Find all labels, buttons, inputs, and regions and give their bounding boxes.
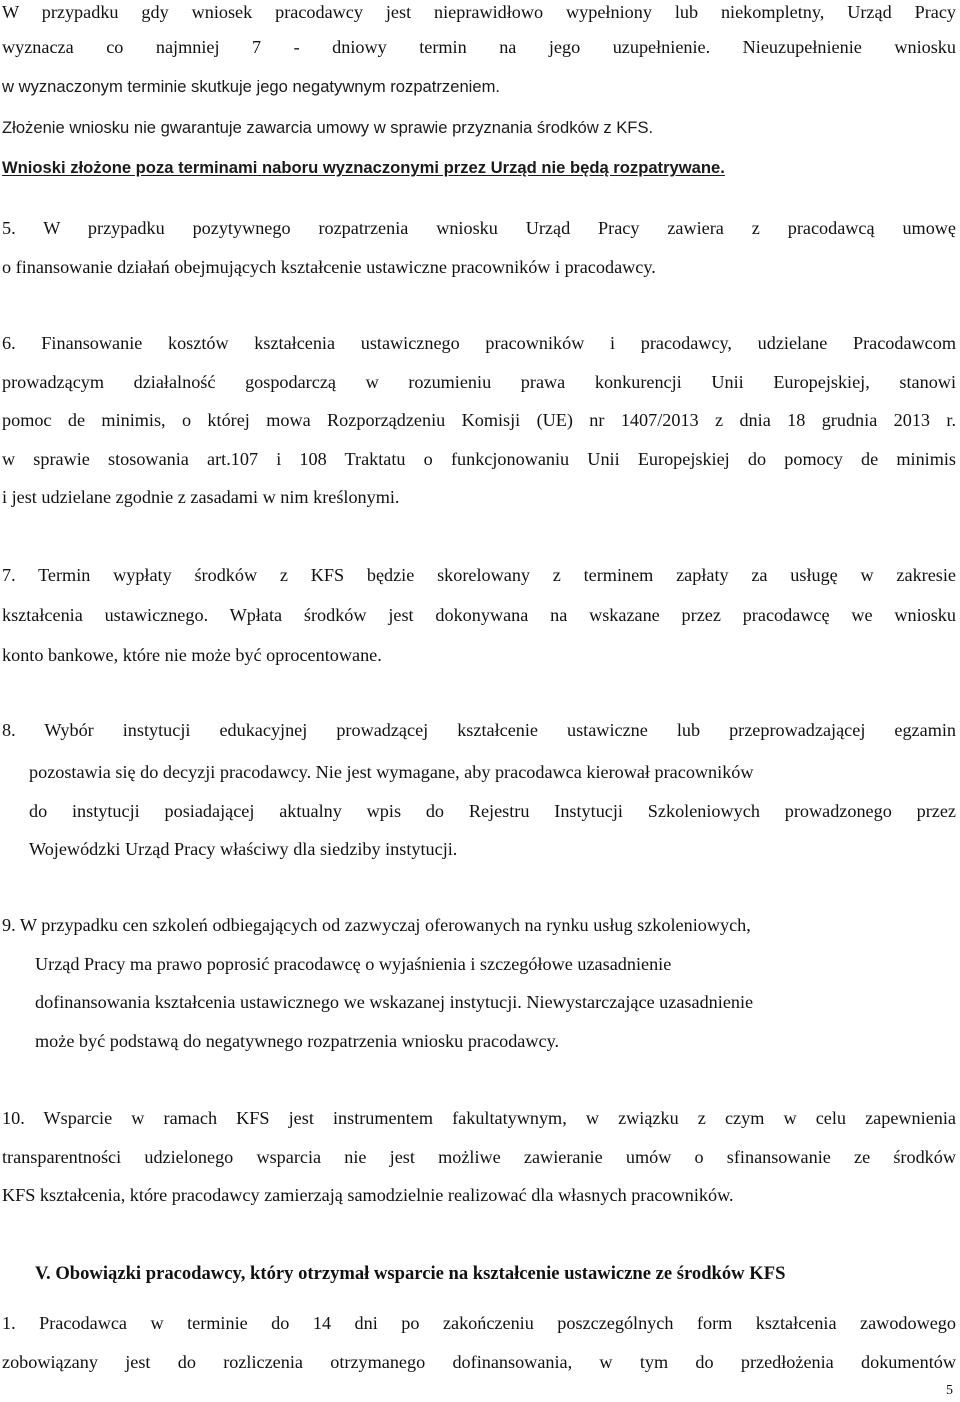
point-5-line: o finansowanie działań obejmujących kształcenie ustawiczne pracowników i pracodawcy. [2,257,656,277]
point-9-line: Urząd Pracy ma prawo poprosić pracodawcę o wyjaśnienia i szczegółowe uzasadnienie [35,954,672,974]
point-7-line: kształcenia ustawicznego. Wpłata środków jest dokonywana na wskazane przez pracodawcę we wniosku [2,605,956,625]
paragraph-line: W przypadku gdy wniosek pracodawcy jest nieprawidłowo wypełniony lub niekompletny, Urząd Pracy [2,2,956,22]
point-10-line: transparentności udzielonego wsparcia nie jest możliwe zawieranie umów o sfinansowanie ze środków [2,1147,956,1167]
paragraph-line: wyznacza co najmniej 7 - dniowy termin na jego uzupełnienie. Nieuzupełnienie wniosku [2,37,956,57]
page-number: 5 [946,1383,953,1398]
point-8-line: Wojewódzki Urząd Pracy właściwy dla siedziby instytucji. [29,839,458,859]
point-8-line: do instytucji posiadającej aktualny wpis do Rejestru Instytucji Szkoleniowych prowadzonego przez [29,801,956,821]
point-9-line: 9. W przypadku cen szkoleń odbiegających od zazwyczaj oferowanych na rynku usług szkoleniowych, [2,915,751,935]
paragraph-line-emphasis: Wnioski złożone poza terminami naboru wyznaczonymi przez Urząd nie będą rozpatrywane. [2,158,725,177]
point-9-line: dofinansowania kształcenia ustawicznego we wskazanej instytucji. Niewystarczające uzasadnienie [35,992,754,1012]
paragraph-line: w wyznaczonym terminie skutkuje jego negatywnym rozpatrzeniem. [2,77,501,96]
point-6-line: 6. Finansowanie kosztów kształcenia ustawicznego pracowników i pracodawcy, udzielane Pracodawcom [2,333,956,353]
point-6-line: prowadzącym działalność gospodarczą w rozumieniu prawa konkurencji Unii Europejskiej, stanowi [2,372,956,392]
point-7-line: 7. Termin wypłaty środków z KFS będzie skorelowany z terminem zapłaty za usługę w zakresie [2,565,956,585]
point-8-line: pozostawia się do decyzji pracodawcy. Nie jest wymagane, aby pracodawca kierował pracowników [29,762,754,782]
point-10-line: 10. Wsparcie w ramach KFS jest instrumentem fakultatywnym, w związku z czym w celu zapewnienia [2,1108,956,1128]
section-v-point-1-line: zobowiązany jest do rozliczenia otrzymanego dofinansowania, w tym do przedłożenia dokumentów [2,1352,956,1372]
point-6-line: pomoc de minimis, o której mowa Rozporządzeniu Komisji (UE) nr 1407/2013 z dnia 18 grudnia 2013 r. [2,410,956,430]
point-8-line: 8. Wybór instytucji edukacyjnej prowadzącej kształcenie ustawiczne lub przeprowadzającej egzamin [2,720,956,740]
point-5-line: 5. W przypadku pozytywnego rozpatrzenia wniosku Urząd Pracy zawiera z pracodawcą umowę [2,218,956,238]
section-v-heading: V. Obowiązki pracodawcy, który otrzymał wsparcie na kształcenie ustawiczne ze środków KFS [35,1263,786,1284]
point-10-line: KFS kształcenia, które pracodawcy zamierzają samodzielnie realizować dla własnych pracowników. [2,1185,734,1205]
point-6-line: w sprawie stosowania art.107 i 108 Traktatu o funkcjonowaniu Unii Europejskiej do pomocy de minimis [2,449,956,469]
point-6-line: i jest udzielane zgodnie z zasadami w nim kreślonymi. [2,487,400,507]
section-v-point-1-line: 1. Pracodawca w terminie do 14 dni po zakończeniu poszczególnych form kształcenia zawodowego [2,1313,956,1333]
point-7-line: konto bankowe, które nie może być oprocentowane. [2,645,382,665]
point-9-line: może być podstawą do negatywnego rozpatrzenia wniosku pracodawcy. [35,1031,560,1051]
paragraph-line: Złożenie wniosku nie gwarantuje zawarcia umowy w sprawie przyznania środków z KFS. [2,118,654,137]
